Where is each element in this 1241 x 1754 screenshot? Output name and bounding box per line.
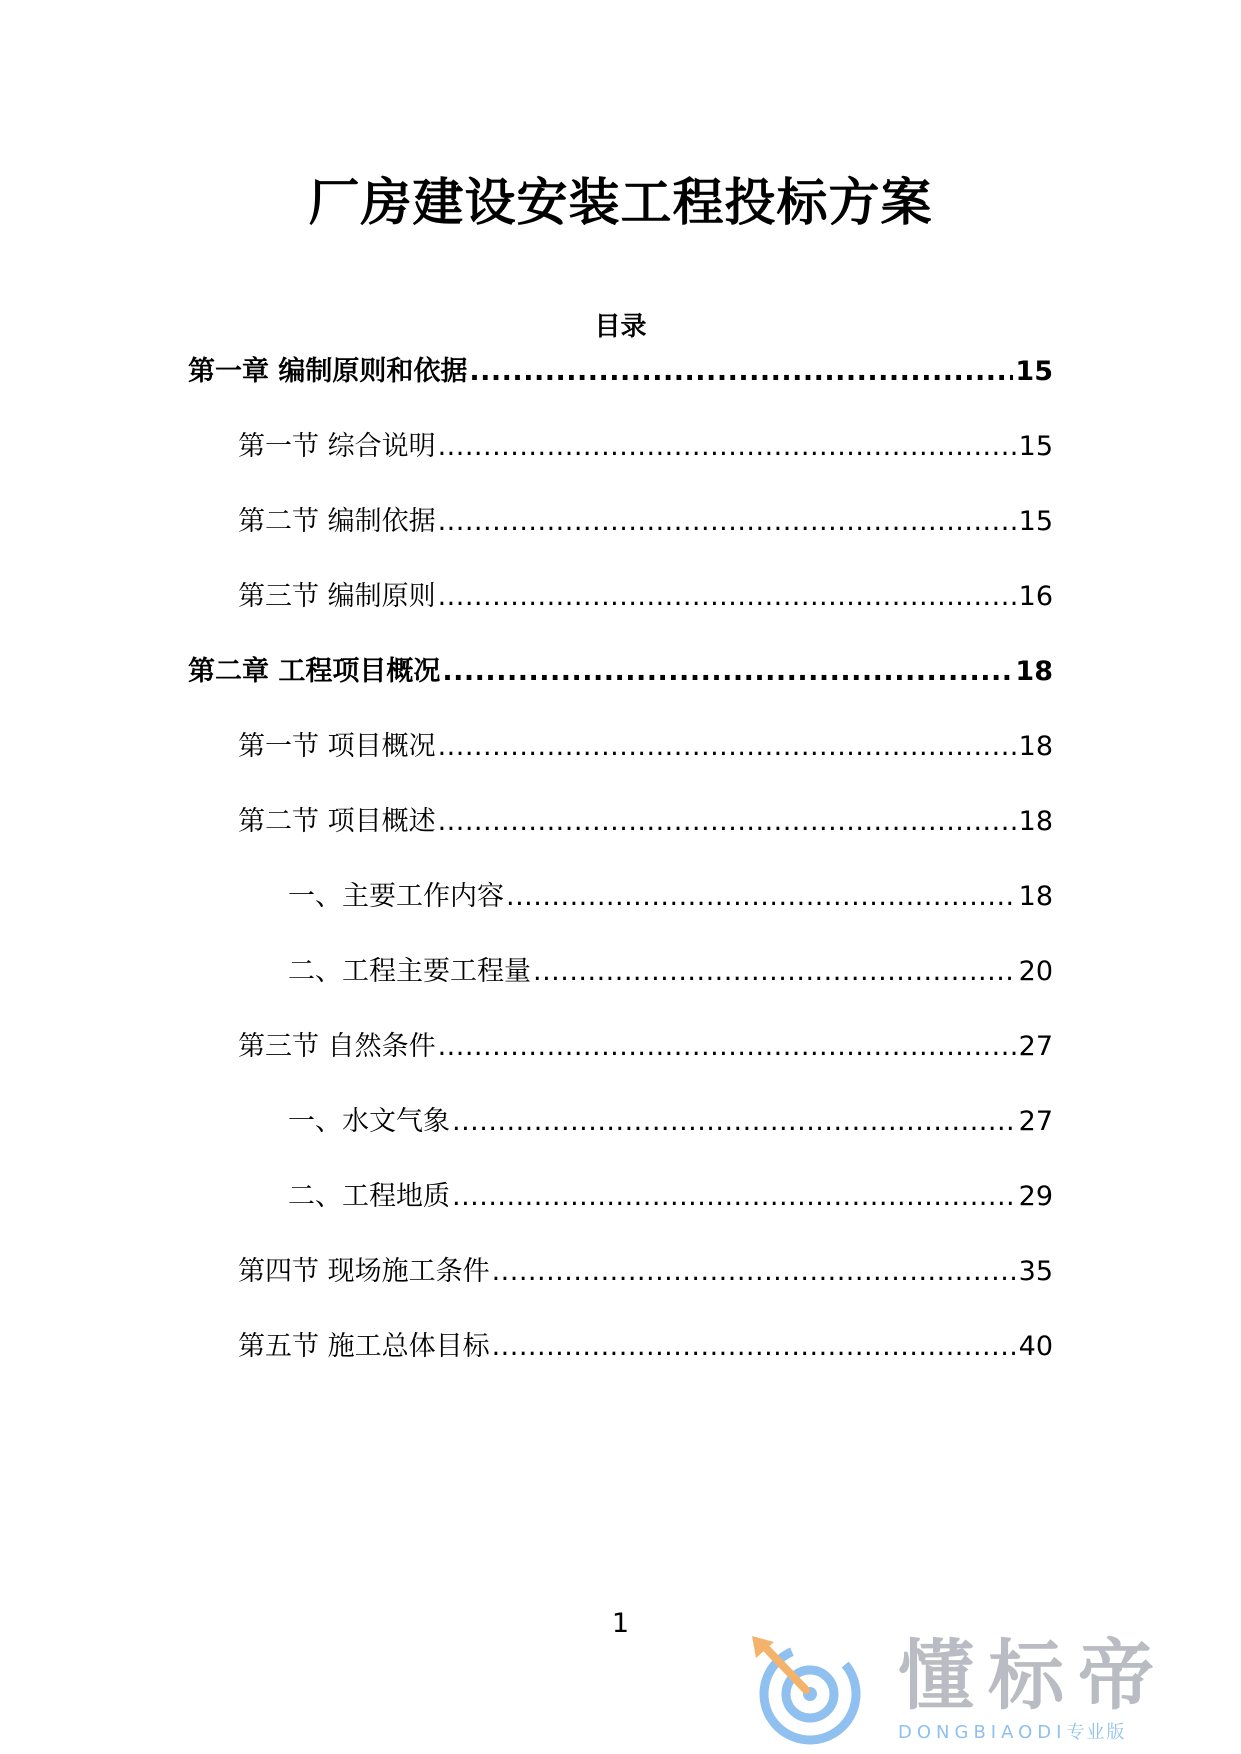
toc-entry-page: 20 [1018, 956, 1053, 987]
toc-entry-label: 第二节 编制依据 [238, 506, 436, 537]
toc-leader-dots [533, 952, 1017, 992]
toc-leader-dots [438, 427, 1017, 467]
toc-entry-section[interactable] [238, 1027, 1053, 1067]
toc-leader-dots [492, 1327, 1017, 1367]
toc-leader-dots [438, 577, 1017, 617]
toc-entry-section[interactable] [238, 802, 1053, 842]
toc-leader-dots [452, 1102, 1017, 1142]
toc-leader-dots [452, 1177, 1017, 1217]
toc-entry-label: 第四节 现场施工条件 [238, 1256, 490, 1287]
toc-entry-section[interactable] [238, 502, 1053, 542]
toc-heading: 目录 [594, 312, 647, 342]
toc-entry-section[interactable] [238, 727, 1053, 767]
watermark-subtitle-en: DONGBIAODI [898, 1722, 1067, 1743]
toc-entry-label: 第三节 自然条件 [238, 1031, 436, 1062]
toc-entry-page: 18 [1018, 806, 1053, 837]
toc-entry-section[interactable] [238, 577, 1053, 617]
toc-entry-page: 18 [1018, 731, 1053, 762]
toc-entry-page: 35 [1018, 1256, 1053, 1287]
toc-leader-dots [506, 877, 1017, 917]
toc-entry-subsection[interactable] [288, 952, 1053, 992]
toc-leader-dots [438, 502, 1017, 542]
page-number: 1 [611, 1608, 630, 1639]
toc-entry-section[interactable] [238, 427, 1053, 467]
toc-entry-section[interactable] [238, 1252, 1053, 1292]
toc-entry-label: 第一章 编制原则和依据 [188, 356, 468, 387]
toc-entry-page: 15 [1018, 506, 1053, 537]
toc-entry-label: 第三节 编制原则 [238, 581, 436, 612]
watermark-subtitle-cn: 专业版 [1066, 1722, 1127, 1743]
toc-entry-page: 16 [1018, 581, 1053, 612]
toc-entry-chapter-1[interactable] [188, 352, 1053, 392]
toc-entry-label: 二、工程主要工程量 [288, 956, 531, 987]
toc-entry-label: 二、工程地质 [288, 1181, 450, 1212]
toc-entry-label: 第一节 综合说明 [238, 431, 436, 462]
toc-entry-page: 29 [1018, 1181, 1053, 1212]
toc-entry-label: 第二节 项目概述 [238, 806, 436, 837]
watermark-subtitle [898, 1724, 1126, 1742]
toc-leader-dots [438, 1027, 1017, 1067]
toc-entry-page: 15 [1018, 431, 1053, 462]
toc-leader-dots [438, 802, 1017, 842]
toc-leader-dots [492, 1252, 1017, 1292]
toc-entry-label: 第五节 施工总体目标 [238, 1331, 490, 1362]
toc-entry-page: 40 [1018, 1331, 1053, 1362]
watermark [748, 1631, 1218, 1748]
toc-entry-page: 27 [1018, 1031, 1053, 1062]
toc-entry-label: 第一节 项目概况 [238, 731, 436, 762]
toc-entry-subsection[interactable] [288, 877, 1053, 917]
toc-entry-label: 第二章 工程项目概况 [188, 656, 441, 687]
toc-leader-dots [438, 727, 1017, 767]
toc-entry-page: 27 [1018, 1106, 1053, 1137]
toc-entry-subsection[interactable] [288, 1102, 1053, 1142]
toc-entry-page: 18 [1015, 656, 1053, 687]
toc-leader-dots [442, 652, 1013, 692]
toc-entry-chapter-2[interactable] [188, 652, 1053, 692]
page-title: 厂房建设安装工程投标方案 [308, 174, 933, 233]
toc-entry-label: 一、水文气象 [288, 1106, 450, 1137]
toc-entry-label: 一、主要工作内容 [288, 881, 504, 912]
toc-entry-page: 15 [1015, 356, 1053, 387]
toc-entry-section[interactable] [238, 1327, 1053, 1367]
toc-leader-dots [469, 352, 1013, 392]
watermark-brand: 懂标帝 [898, 1631, 1168, 1720]
toc-entry-subsection[interactable] [288, 1177, 1053, 1217]
target-logo-icon [748, 1636, 868, 1748]
toc-entry-page: 18 [1018, 881, 1053, 912]
